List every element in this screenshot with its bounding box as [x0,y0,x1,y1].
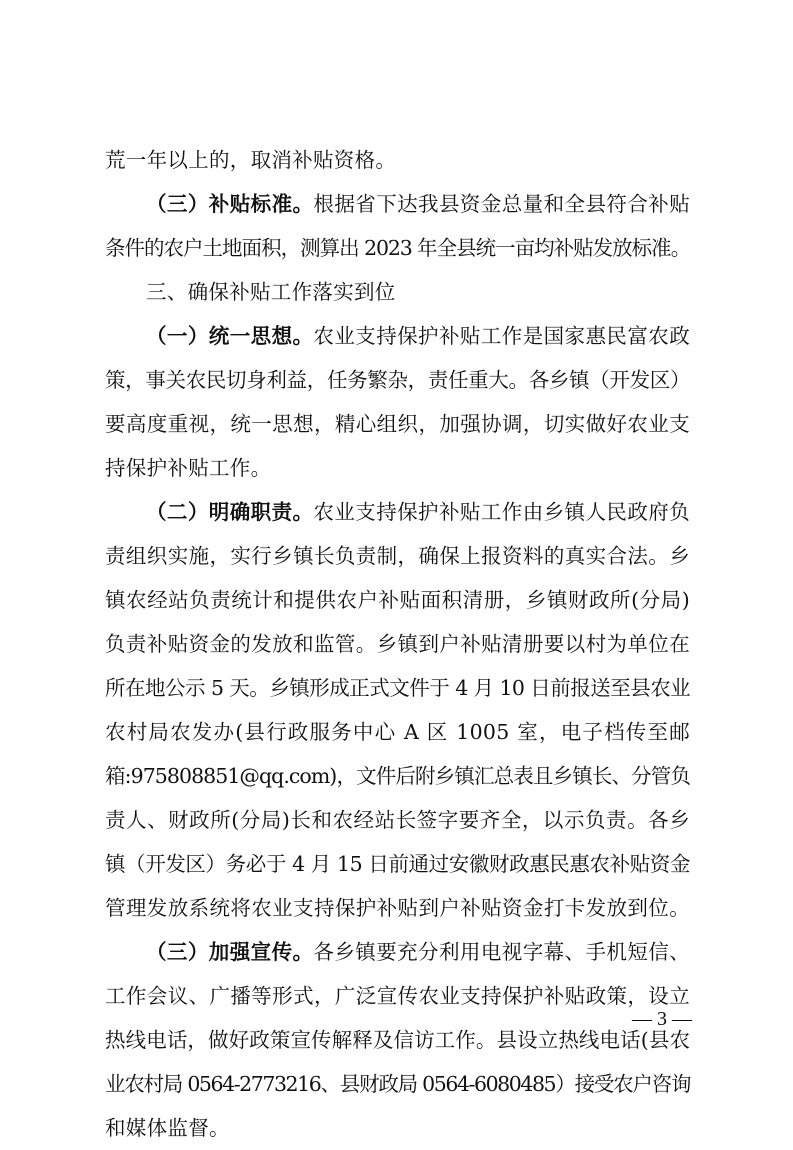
body-text: 和媒体监督。 [105,1116,230,1140]
text-line [105,1062,690,1106]
body-text: 管理发放系统将农业支持保护补贴到户补贴资金打卡发放到位。 [105,896,690,920]
body-text: 农村局农发办(县行政服务中心 A 区 1005 室，电子档传至邮 [105,720,690,744]
text-line [105,666,690,710]
page-number: — 3 — [632,1008,692,1030]
text-line [105,138,690,182]
body-text: 所在地公示 5 天。乡镇形成正式文件于 4 月 10 日前报送至县农业 [105,676,690,700]
text-line [105,886,690,930]
body-text: 箱:975808851@qq.com)，文件后附乡镇汇总表且乡镇长、分管负 [105,764,690,788]
body-text: 农业支持保护补贴工作由乡镇人民政府负 [313,500,690,524]
body-text: 持保护补贴工作。 [105,456,272,480]
document-body [105,138,690,1150]
body-text: 负责补贴资金的发放和监管。乡镇到户补贴清册要以村为单位在 [105,632,690,656]
text-line [105,622,690,666]
body-text: 要高度重视，统一思想，精心组织，加强协调，切实做好农业支 [105,412,690,436]
body-text: 策，事关农民切身利益，任务繁杂，责任重大。各乡镇（开发区） [105,368,690,392]
body-text: 条件的农户土地面积，测算出 2023 年全县统一亩均补贴发放标准。 [105,236,690,260]
text-line [105,1018,690,1062]
body-text: 镇（开发区）务必于 4 月 15 日前通过安徽财政惠民惠农补贴资金 [105,852,690,876]
section-heading-text: （三）加强宣传。 [146,940,314,964]
body-text: 荒一年以上的，取消补贴资格。 [105,148,397,172]
text-line [105,226,690,270]
text-line [105,930,690,974]
section-heading-text: （三）补贴标准。 [146,192,314,216]
body-text: 工作会议、广播等形式，广泛宣传农业支持保护补贴政策，设立 [105,984,690,1008]
body-text: 镇农经站负责统计和提供农户补贴面积清册，乡镇财政所(分局) [105,588,690,612]
text-line [105,270,690,314]
text-line [105,842,690,886]
body-text: 业农村局 0564-2773216、县财政局 0564-6080485）接受农户咨询 [105,1072,690,1096]
body-text: 根据省下达我县资金总量和全县符合补贴 [313,192,690,216]
body-text: 责人、财政所(分局)长和农经站长签字要齐全，以示负责。各乡 [105,808,690,832]
body-text: 三、确保补贴工作落实到位 [146,280,396,304]
text-line [105,534,690,578]
text-line [105,974,690,1018]
text-line [105,402,690,446]
body-text: 责组织实施，实行乡镇长负责制，确保上报资料的真实合法。乡 [105,544,690,568]
text-line [105,710,690,754]
body-text: 农业支持保护补贴工作是国家惠民富农政 [313,324,690,348]
text-line [105,446,690,490]
text-line [105,798,690,842]
section-heading-text: （二）明确职责。 [146,500,314,524]
section-heading-text: （一）统一思想。 [146,324,314,348]
text-line [105,358,690,402]
text-line [105,314,690,358]
text-line [105,182,690,226]
text-line [105,1106,690,1150]
text-line [105,578,690,622]
text-line [105,754,690,798]
body-text: 各乡镇要充分利用电视字幕、手机短信、 [313,940,690,964]
text-line [105,490,690,534]
body-text: 热线电话，做好政策宣传解释及信访工作。县设立热线电话(县农 [105,1028,690,1052]
